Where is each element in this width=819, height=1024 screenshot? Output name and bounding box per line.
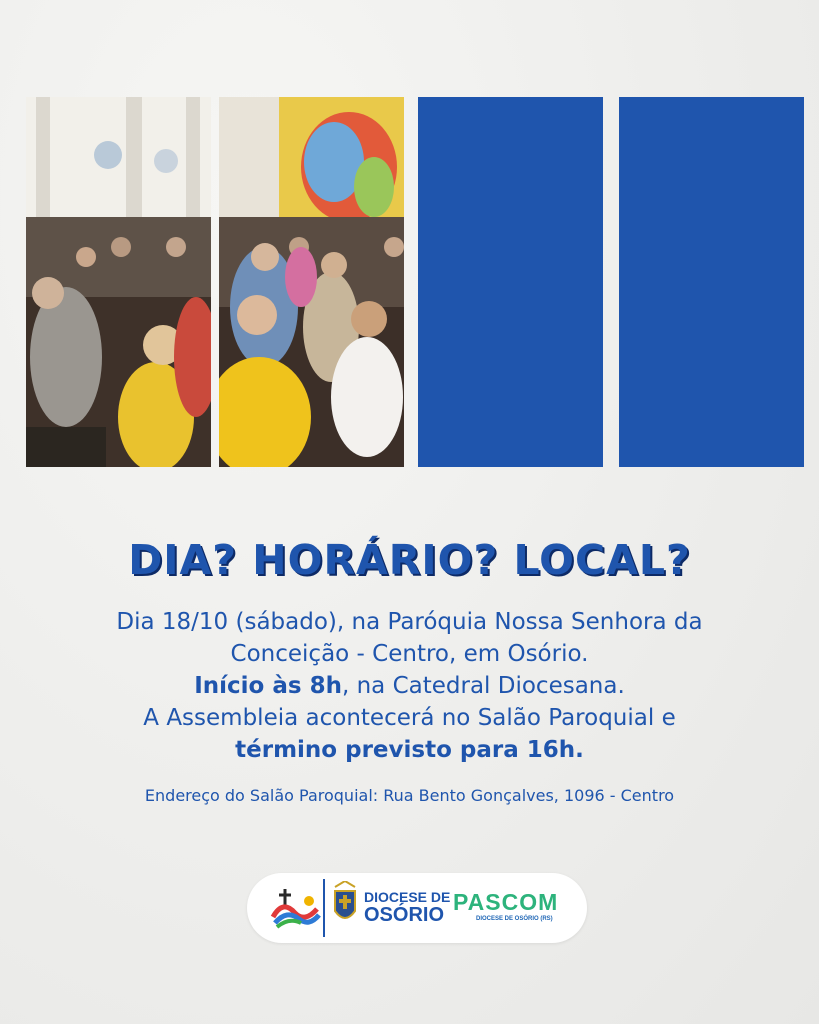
- pascom-logo: PASCOM: [453, 889, 559, 915]
- end-time: término previsto para 16h.: [235, 737, 584, 763]
- diocese-name: [364, 889, 450, 925]
- diocese-coat-of-arms-icon: [331, 881, 359, 929]
- logos-bar: [247, 873, 587, 943]
- details-line-3: [40, 670, 779, 702]
- pascom-subtitle: DIOCESE DE OSÓRIO (RS): [476, 916, 553, 922]
- church-assembly-photo-left: [26, 97, 211, 467]
- address-text: Endereço do Salão Paroquial: Rua Bento Gonçalves, 1096 - Centro: [144, 786, 675, 805]
- diocese-line-2: OSÓRIO: [364, 904, 445, 926]
- church-assembly-photo-right: [219, 97, 404, 467]
- logo-divider: [323, 879, 325, 937]
- details-line-2: Conceição - Centro, em Osório.: [230, 641, 589, 667]
- diocese-line-1: DIOCESE DE: [364, 889, 451, 905]
- details-line-1: Dia 18/10 (sábado), na Paróquia Nossa Senhora da: [116, 609, 703, 635]
- start-time: Início às 8h: [194, 673, 342, 699]
- jubilee-logo: [265, 879, 327, 937]
- details-line-3-rest: , na Catedral Diocesana.: [341, 673, 625, 699]
- event-details: [40, 606, 779, 766]
- blue-panel-right: [619, 97, 804, 467]
- headline: DIA? HORÁRIO? LOCAL?: [128, 536, 691, 584]
- blue-panel-left: [418, 97, 603, 467]
- details-line-4: A Assembleia acontecerá no Salão Paroquial e: [143, 705, 676, 731]
